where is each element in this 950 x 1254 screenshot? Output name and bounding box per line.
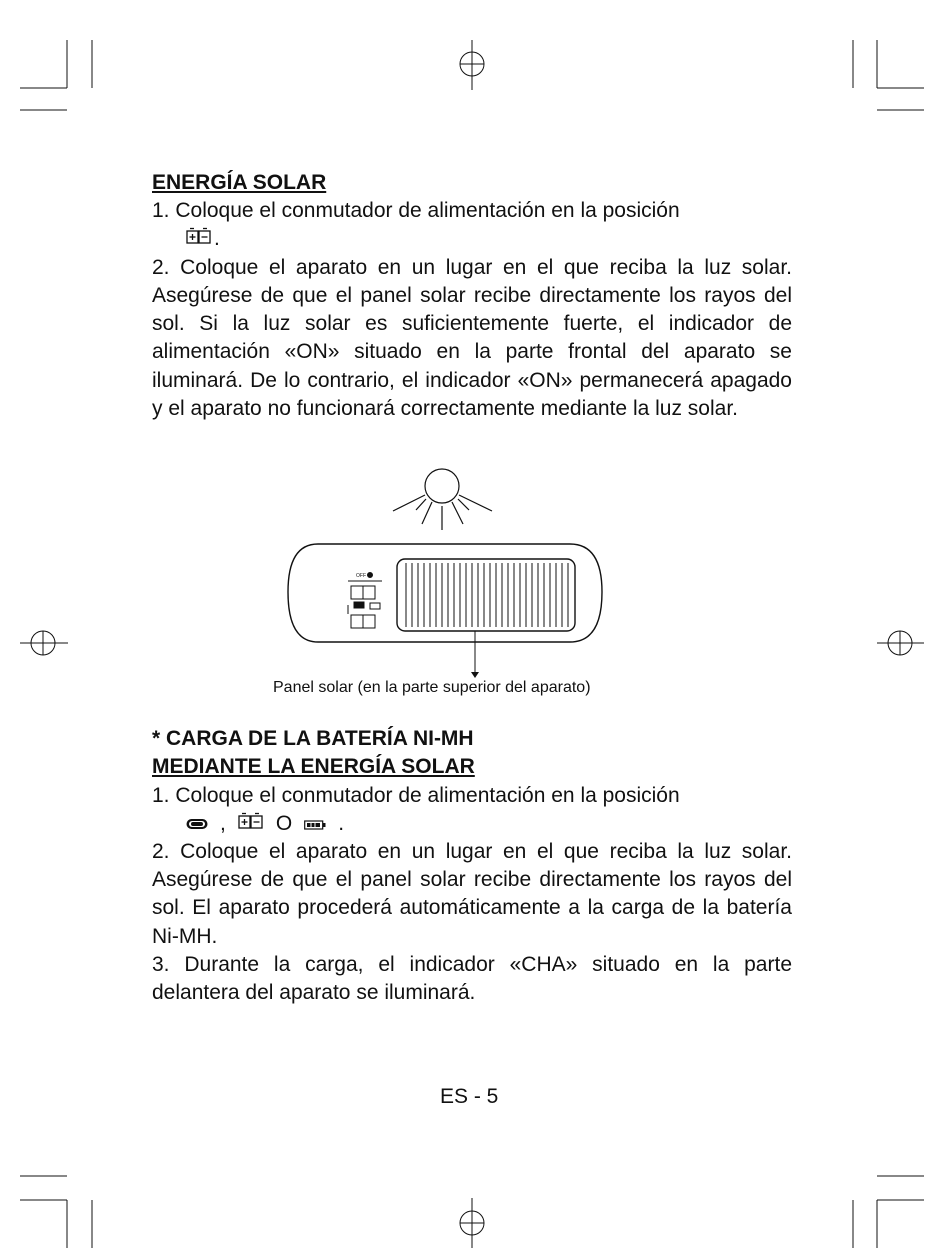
section1-step2: 2. Coloque el aparato en un lugar en el que reciba la luz solar. Asegúrese de que el panel solar recibe directamente los rayos del sol. Si la luz solar es suficientemente fuerte, el indicador de alimentación «ON» situado en la parte frontal del aparato se iluminará. De lo contrario, el indicador «ON» permanecerá apagado y el aparato no funcionará correctamente mediante la luz solar. <box>152 255 792 421</box>
section2-step2: 2. Coloque el aparato en un lugar en el que reciba la luz solar. Asegúrese de que el panel solar recibe directamente los rayos del sol. El aparato procederá automáticamente a la carga de la batería Ni-MH. <box>152 839 792 948</box>
sun-icon <box>393 469 492 530</box>
section1-step1-symbols <box>152 226 792 254</box>
power-switch <box>348 573 382 629</box>
page-number: ES - 5 <box>440 1085 499 1108</box>
off-switch-icon <box>186 810 208 838</box>
section2-step1-end: . <box>338 811 345 835</box>
section1-step1-end: . <box>214 227 220 251</box>
symbol-separator: , <box>220 811 226 835</box>
section2-title-line1: * CARGA DE LA BATERÍA NI-MH <box>152 727 474 750</box>
section2-step1-symbols <box>152 810 792 838</box>
section2-step1: 1. Coloque el conmutador de alimentación en la posición <box>152 783 680 807</box>
symbol-or: O <box>275 811 293 835</box>
section-nimh-charging <box>152 725 792 1008</box>
battery-icon <box>186 225 212 253</box>
charge-icon <box>304 810 326 838</box>
section1-title: ENERGÍA SOLAR <box>152 171 327 194</box>
section2-step3: 3. Durante la carga, el indicador «CHA» situado en la parte delantera del aparato se iluminará. <box>152 953 792 1005</box>
solar-panel-figure <box>280 462 610 682</box>
figure-caption: Panel solar (en la parte superior del aparato) <box>273 679 591 696</box>
solar-panel-cells <box>406 563 568 627</box>
section2-title-line2: MEDIANTE LA ENERGÍA SOLAR <box>152 755 475 779</box>
section-solar-energy <box>152 169 792 423</box>
section1-step1: 1. Coloque el conmutador de alimentación en la posición <box>152 199 680 223</box>
battery-icon <box>238 810 264 838</box>
switch-off-label: OFF <box>356 573 366 579</box>
